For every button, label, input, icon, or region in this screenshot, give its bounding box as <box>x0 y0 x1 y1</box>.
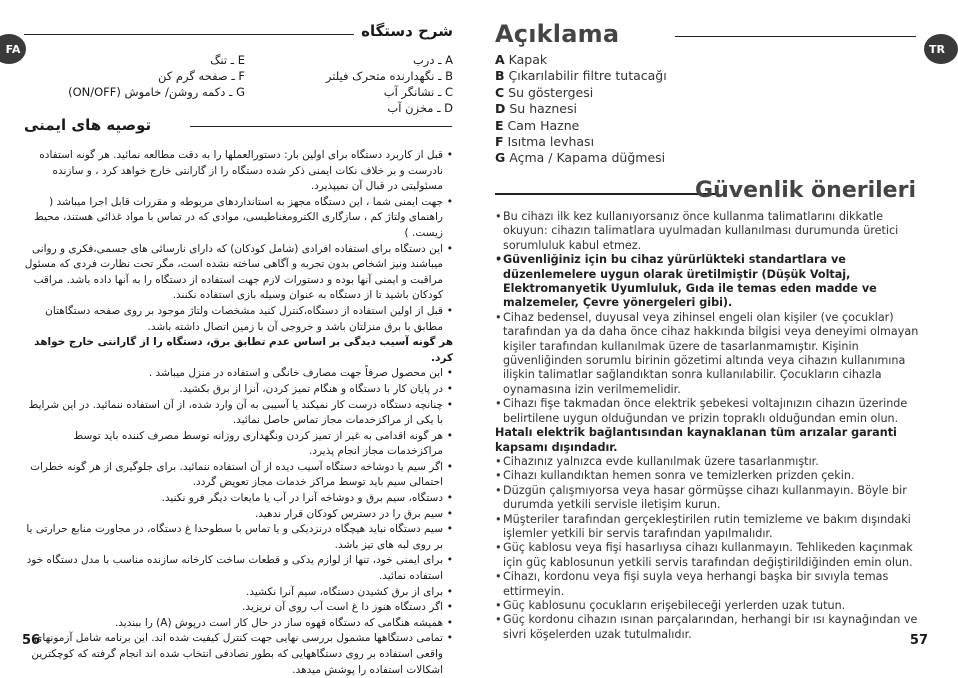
safety-item: • Güvenliğiniz için bu cihaz yürürlükteki standartlara ve düzenlemelere uygun olarak üretilmiştir (Düşük Voltaj, Elektromanyetik Uyumluluk, Gıda ile temas eden madde ve malzemeler, Çevre yönergeleri gibi). <box>495 253 925 311</box>
language-tab-tr: TR <box>924 34 958 64</box>
title-divider <box>675 36 916 37</box>
part-letter: A <box>495 52 505 67</box>
safety-item: • جهت ایمنی شما ، این دستگاه مجهز به استانداردهای مربوطه و مقررات قابل اجرا میباشد ( راهنمای ولتاژ کم ، سازگاری الکترومغناطیسی، موادی که در تماس با مواد غذائی هستند، محیط زیست. ) <box>22 195 453 242</box>
page-number: 56 <box>22 633 41 648</box>
safety-item: • این محصول صرفاً جهت مصارف خانگی و استفاده در منزل میباشد . <box>22 366 453 382</box>
part-label: Isıtma levhası <box>507 134 595 150</box>
safety-item: • Güç kordonu cihazın ısınan parçalarından, herhangi bir ısı kaynağından ve sivri köşelerden uzak tutulmalıdır. <box>495 613 925 642</box>
safety-warning: هر گونه آسیب دیدگی بر اساس عدم تطابق برق، دستگاه را از گارانتی خارج خواهد کرد. <box>34 336 453 364</box>
page-title-fa: شرح دستگاه <box>361 22 453 40</box>
safety-item: • برای ایمنی خود، تنها از لوازم یدکی و قطعات ساخت کارخانه سازنده مناسب با مدل دستگاه خود استفاده نمائید. <box>22 553 453 584</box>
safety-title-fa: توصیه های ایمنی <box>24 116 152 134</box>
part-item: D ـ مخزن آب <box>387 101 453 115</box>
part-item: G ـ دکمه روشن/ خاموش (ON/OFF) <box>68 85 245 99</box>
part-item: F ـ صفحه گرم کن <box>158 69 245 83</box>
safety-title-tr: Güvenlik önerileri <box>695 178 916 203</box>
safety-item: • چنانچه دستگاه درست کار نمیکند یا آسیبی به آن وارد شده، از آن استفاده ننمائید. در این شرایط با یکی از مراکزخدمات مجاز تماس حاصل نمائید. <box>22 398 453 429</box>
part-letter: B <box>495 68 505 84</box>
part-item <box>495 68 667 84</box>
left-page-fa <box>0 0 475 676</box>
part-item: A ـ درب <box>412 53 453 67</box>
part-item: C ـ نشانگر آب <box>383 85 453 99</box>
part-label: Açma / Kapama düğmesi <box>509 150 666 166</box>
part-item <box>495 118 667 134</box>
safety-item: • Cihazı, kordonu veya fişi suyla veya herhangi başka bir sıvıyla temas ettirmeyin. <box>495 570 925 599</box>
safety-list-tr <box>495 210 925 642</box>
right-page-tr <box>475 0 950 666</box>
parts-list-fa-right <box>326 52 453 116</box>
safety-divider <box>495 193 717 195</box>
safety-item: • این دستگاه برای استفاده افرادی (شامل کودکان) که دارای نارسائی های جسمی،فکری و روانی میباشند ونیز اشخاص بدون تجربه و آگاهی ساخته نشده است، مگر تحت نظارت فردی که مسئول مراقبت و ایمنی آنها بوده و دستورات لازم جهت استفاده از دستگاه را به آنها داده باشد. مراقب کودکان باشید تا از دستگاه به عنوان وسیله بازی استفاده نکنند. <box>22 242 453 304</box>
parts-list-fa-left <box>68 52 245 100</box>
safety-item: • سیم برق را در دسترس کودکان قرار ندهید. <box>22 507 453 523</box>
part-letter: F <box>495 134 504 150</box>
title-divider <box>24 34 354 35</box>
part-label: Çıkarılabilir filtre tutacağı <box>508 68 667 84</box>
part-item <box>495 52 667 68</box>
part-letter: D <box>495 101 506 117</box>
safety-item: • Güç kablosunu çocukların erişebileceği yerlerden uzak tutun. <box>495 599 925 613</box>
safety-item: • Düzgün çalışmıyorsa veya hasar görmüşse cihazı kullanmayın. Böyle bir durumda yetkili servisle iletişim kurun. <box>495 484 925 513</box>
safety-item: • هر گونه اقدامی به غیر از تمیز کردن ونگهداری روزانه توسط مصرف کننده باید توسط مراکزخدمات مجاز انجام پذیرد. <box>22 429 453 460</box>
safety-item: • Müşteriler tarafından gerçekleştirilen rutin temizleme ve bakım dışındaki işlemler yetkili bir servis tarafından yapılmalıdır. <box>495 513 925 542</box>
page-title-tr: Açıklama <box>495 20 620 48</box>
language-tab-fa: FA <box>0 34 26 64</box>
safety-item: • Bu cihazı ilk kez kullanıyorsanız önce kullanma talimatlarını dikkatle okuyun: cihazın talimatlara uyulmadan kullanılması durumunda üretici sorumluluk kabul etmez. <box>495 210 925 253</box>
safety-item: • برای از برق کشیدن دستگاه، سیم آنرا نکشید. <box>22 585 453 601</box>
safety-item: • Cihazı fişe takmadan önce elektrik şebekesi voltajınızın cihazın üzerinde belirtilene uygun olduğundan ve prizin topraklı olduğundan emin olun. <box>495 397 925 426</box>
safety-item: • تمامی دستگاهها مشمول بررسی نهایی جهت کنترل کیفیت شده اند. این برنامه شامل آزمونهای واقعی استفاده بر روی دستگاههایی که بطور تصادفی انتخاب شده اند انجام گرفته که کوچکترین اشکالات استفاده را پوشش میدهد. <box>22 631 453 678</box>
part-item: E ـ تنگ <box>210 53 245 67</box>
part-item <box>495 134 667 150</box>
safety-item: • دستگاه، سیم برق و دوشاخه آنرا در آب یا مایعات دیگر فرو نکنید. <box>22 491 453 507</box>
safety-item: • Güç kablosu veya fişi hasarlıysa cihazı kullanmayın. Tehlikeden kaçınmak için güç kablosunun yetkili servis tarafından değiştirildiğinden emin olun. <box>495 541 925 570</box>
safety-warning: Hatalı elektrik bağlantısından kaynaklanan tüm arızalar garanti kapsamı dışındadır. <box>495 426 897 454</box>
safety-item: • Cihaz bedensel, duyusal veya zihinsel engeli olan kişiler (ve çocuklar) tarafından ya da daha önce cihaz hakkında bilgisi veya deneyimi olmayan kişiler tarafından kullanılmak üzere de tasarlanmamıştır. Kişinin güvenliğinden sorumlu birinin gözetimi altında veya cihazın kullanımına ilişkin talimatlar sağlandıktan sonra kullanılabilir. Çocukların cihazla oynamasına izin verilmemelidir. <box>495 311 925 397</box>
safety-divider <box>190 126 452 127</box>
safety-item: • اگر سیم یا دوشاخه دستگاه آسیب دیده از آن استفاده ننمائید. برای جلوگیری از هر گونه خطرات احتمالی سیم باید توسط مراکز خدمات مجاز تعویض گردد. <box>22 460 453 491</box>
part-letter: E <box>495 117 504 133</box>
safety-item: • همیشه هنگامی که دستگاه قهوه ساز در حال کار است درپوش (A) را ببندید. <box>22 616 453 632</box>
safety-item: • اگر دستگاه هنوز دا غ است آب روی آن نریزید. <box>22 600 453 616</box>
safety-list-fa <box>22 148 453 678</box>
safety-item: • در پایان کار با دستگاه و هنگام تمیز کردن، آنرا از برق بکشید. <box>22 382 453 398</box>
parts-list-tr <box>495 52 667 167</box>
part-label: Su göstergesi <box>508 84 594 100</box>
safety-item: • سیم دستگاه نباید هیچگاه درنزدیکی و یا تماس با سطوحدا غ دستگاه، در مجاورت منابع حرارتی یا بر روی لبه های تیز باشد. <box>22 522 453 553</box>
part-letter: G <box>495 150 506 166</box>
safety-item: • قبل از کاربرد دستگاه برای اولین بار: دستورالعملها را به دقت مطالعه نمائید. هر گونه استفاده نادرست و بر خلاف نکات ایمنی ذکر شده دستگاه را از گارانتی خارج خواهد کرد ، و سازنده مسئولیتی در قبال آن نمیپذیرد. <box>22 148 453 195</box>
part-letter: C <box>495 84 505 100</box>
part-item <box>495 101 667 117</box>
part-label: Kapak <box>508 52 548 67</box>
part-label: Cam Hazne <box>507 117 580 133</box>
safety-item: • قبل از اولین استفاده از دستگاه،کنترل کنید مشخصات ولتاژ موجود بر روی صفحه دستگاهتان مطابق با برق منزلتان باشد و خروجی آن با زمین اتصال داشته باشد. <box>22 304 453 335</box>
part-item <box>495 85 667 101</box>
part-label: Su haznesi <box>509 101 577 117</box>
page-number: 57 <box>909 633 928 648</box>
safety-item: • Cihazınız yalnızca evde kullanılmak üzere tasarlanmıştır. <box>495 455 925 469</box>
safety-item: • Cihazı kullandıktan hemen sonra ve temizlerken prizden çekin. <box>495 469 925 483</box>
part-item <box>495 150 667 166</box>
part-item: B ـ نگهدارنده متحرک فیلتر <box>325 69 453 83</box>
